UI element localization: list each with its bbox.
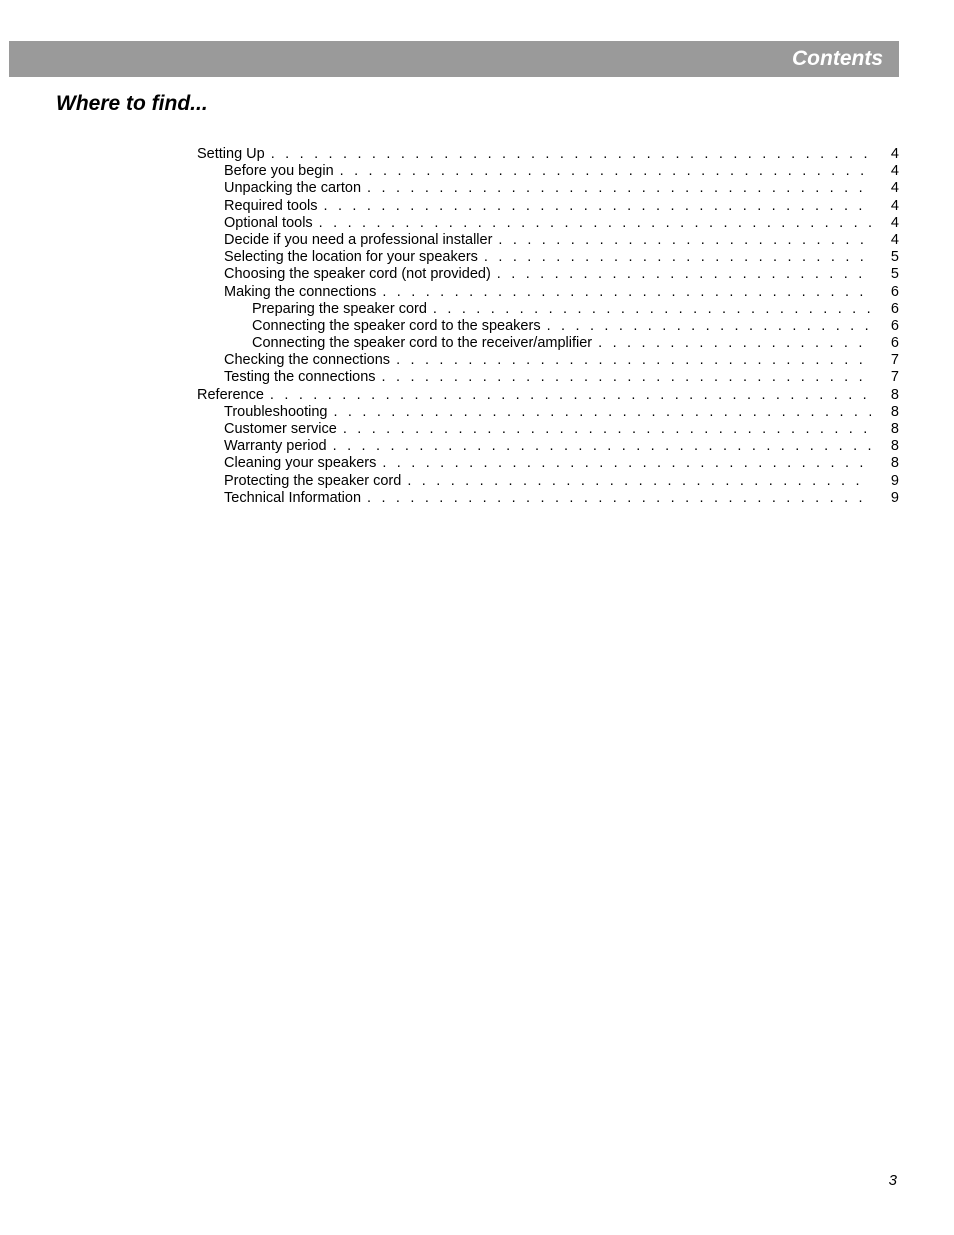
toc-entry[interactable] xyxy=(197,266,899,283)
toc-entry[interactable] xyxy=(197,387,899,404)
toc-entry-title: Checking the connections xyxy=(224,352,391,369)
toc-entry[interactable] xyxy=(197,318,899,335)
toc-dot-leader xyxy=(333,438,871,455)
toc-dot-leader xyxy=(382,369,871,386)
toc-dot-leader xyxy=(270,387,871,404)
toc-entry-title: Cleaning your speakers xyxy=(224,455,377,472)
toc-dot-leader xyxy=(407,473,871,490)
table-of-contents xyxy=(197,146,899,507)
toc-dot-leader xyxy=(598,335,871,352)
toc-entry-title: Choosing the speaker cord (not provided) xyxy=(224,266,491,283)
toc-entry-page: 4 xyxy=(890,180,899,197)
toc-entry-title: Connecting the speaker cord to the receiver/amplifier xyxy=(252,335,593,352)
toc-dot-leader xyxy=(396,352,871,369)
toc-dot-leader xyxy=(547,318,871,335)
toc-entry[interactable] xyxy=(197,163,899,180)
toc-entry[interactable] xyxy=(197,335,899,352)
toc-entry-page: 6 xyxy=(890,335,899,352)
toc-entry[interactable] xyxy=(197,404,899,421)
toc-entry-page: 8 xyxy=(890,403,899,420)
toc-entry[interactable] xyxy=(197,180,899,197)
page-number: 3 xyxy=(888,1172,897,1189)
page-title: Contents xyxy=(792,47,883,70)
toc-entry[interactable] xyxy=(197,249,899,266)
toc-entry-title: Unpacking the carton xyxy=(224,180,362,197)
toc-entry-title: Connecting the speaker cord to the speakers xyxy=(252,317,541,334)
toc-entry-page: 8 xyxy=(890,386,899,403)
toc-entry-title: Technical Information xyxy=(224,489,362,506)
toc-dot-leader xyxy=(324,198,872,215)
toc-entry[interactable] xyxy=(197,198,899,215)
toc-entry-page: 4 xyxy=(890,163,899,180)
toc-entry-title: Selecting the location for your speakers xyxy=(224,249,478,266)
toc-entry-page: 7 xyxy=(890,369,899,386)
toc-entry-page: 6 xyxy=(890,283,899,300)
toc-entry-title: Before you begin xyxy=(224,163,334,180)
toc-entry-page: 8 xyxy=(890,421,899,437)
toc-entry-page: 8 xyxy=(890,438,899,455)
toc-entry-page: 4 xyxy=(890,214,899,231)
toc-entry-page: 6 xyxy=(890,317,899,334)
toc-dot-leader xyxy=(343,421,871,438)
toc-entry-title: Making the connections xyxy=(224,283,377,300)
toc-entry-title: Decide if you need a professional installer xyxy=(224,231,493,248)
toc-entry-title: Required tools xyxy=(224,197,318,214)
toc-entry-title: Warranty period xyxy=(224,438,327,455)
toc-entry-page: 8 xyxy=(890,455,899,472)
toc-entry-title: Customer service xyxy=(224,421,337,437)
toc-entry-title: Protecting the speaker cord xyxy=(224,472,402,489)
toc-dot-leader xyxy=(367,490,871,507)
toc-entry[interactable] xyxy=(197,284,899,301)
toc-entry-page: 7 xyxy=(890,352,899,369)
toc-dot-leader xyxy=(271,146,871,163)
toc-entry[interactable] xyxy=(197,490,899,507)
toc-entry[interactable] xyxy=(197,352,899,369)
toc-entry-title: Preparing the speaker cord xyxy=(252,300,427,317)
toc-entry-page: 5 xyxy=(890,249,899,266)
toc-entry-page: 4 xyxy=(890,231,899,248)
toc-entry[interactable] xyxy=(197,455,899,472)
toc-dot-leader xyxy=(382,455,871,472)
toc-entry-title: Optional tools xyxy=(224,214,313,231)
toc-entry[interactable] xyxy=(197,438,899,455)
toc-entry[interactable] xyxy=(197,232,899,249)
toc-entry[interactable] xyxy=(197,215,899,232)
toc-entry-page: 4 xyxy=(890,146,899,162)
toc-entry[interactable] xyxy=(197,301,899,318)
toc-entry[interactable] xyxy=(197,473,899,490)
toc-entry[interactable] xyxy=(197,421,899,438)
toc-entry-page: 5 xyxy=(890,266,899,283)
toc-entry[interactable] xyxy=(197,369,899,386)
toc-entry-title: Troubleshooting xyxy=(224,403,328,420)
toc-dot-leader xyxy=(367,180,871,197)
toc-dot-leader xyxy=(498,232,871,249)
toc-dot-leader xyxy=(484,249,871,266)
toc-entry-title: Testing the connections xyxy=(224,369,376,386)
toc-entry-page: 4 xyxy=(890,197,899,214)
toc-entry-page: 6 xyxy=(890,300,899,317)
toc-dot-leader xyxy=(497,266,871,283)
toc-entry-page: 9 xyxy=(890,489,899,506)
header-bar xyxy=(9,41,899,77)
toc-entry-title: Reference xyxy=(197,386,264,403)
toc-dot-leader xyxy=(319,215,871,232)
toc-dot-leader xyxy=(382,284,871,301)
toc-dot-leader xyxy=(333,404,871,421)
section-heading: Where to find... xyxy=(56,92,208,115)
toc-dot-leader xyxy=(433,301,871,318)
toc-entry-page: 9 xyxy=(890,472,899,489)
toc-entry-title: Setting Up xyxy=(197,146,265,162)
toc-entry[interactable] xyxy=(197,146,899,163)
toc-dot-leader xyxy=(340,163,871,180)
